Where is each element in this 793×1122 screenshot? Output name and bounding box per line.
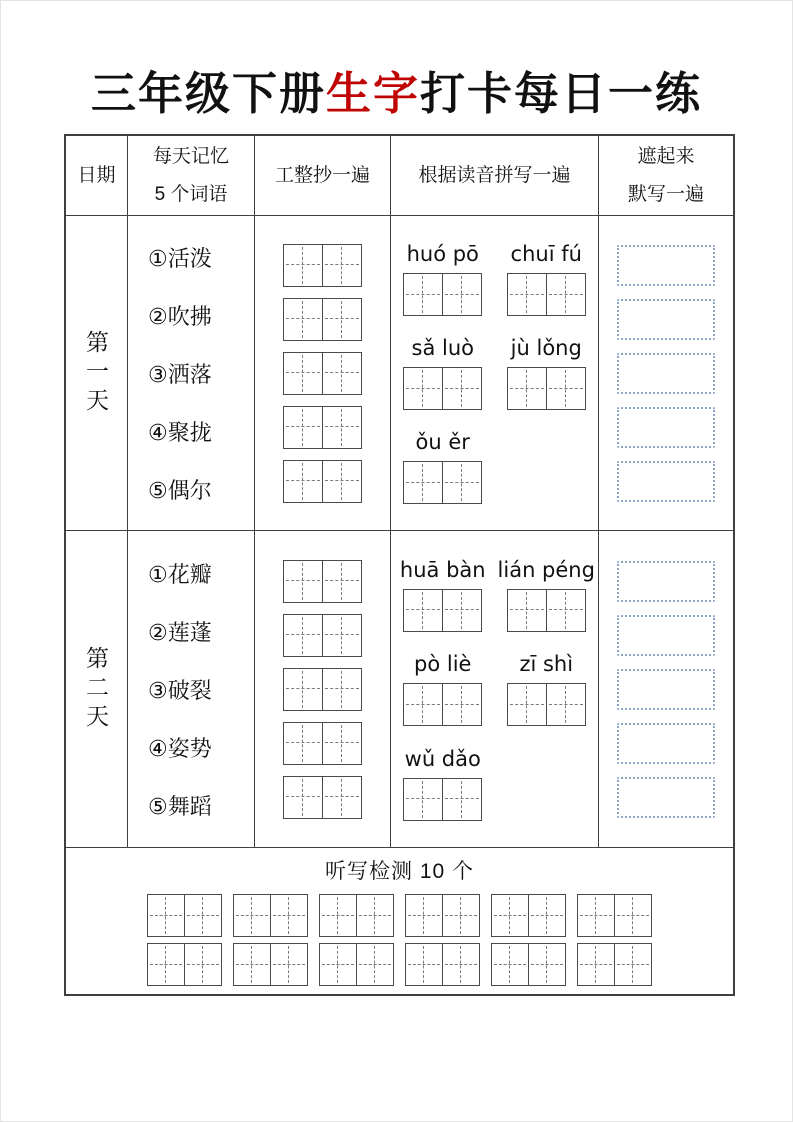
day1-pinyin-cell <box>391 216 599 531</box>
pinyin-block <box>391 747 598 821</box>
tianzige-grid <box>507 589 586 632</box>
recall-writing-box <box>617 723 715 764</box>
header-pinyin-label: 根据读音拼写一遍 <box>418 164 571 186</box>
word-item: ②吹拂 <box>148 303 212 329</box>
pinyin-label: ǒu ěr <box>415 430 470 454</box>
tianzige-grid <box>233 943 308 986</box>
word-item: ③破裂 <box>148 677 212 703</box>
dictation-grid-row <box>147 943 652 986</box>
word-item: ④姿势 <box>148 735 212 761</box>
header-memorize-line1: 每天记忆 <box>152 145 229 167</box>
tianzige-grid <box>507 273 586 316</box>
tianzige-grid <box>283 298 362 341</box>
tianzige-grid <box>283 244 362 287</box>
header-cell-recall <box>599 136 733 216</box>
day1-recall-boxes <box>599 216 733 531</box>
tianzige-grid <box>507 367 586 410</box>
dictation-grid-rows <box>66 894 733 986</box>
recall-writing-box <box>617 461 715 502</box>
recall-writing-box <box>617 777 715 818</box>
header-recall-line1: 遮起来 <box>637 145 695 167</box>
header-cell-date <box>66 136 128 216</box>
pinyin-label: huó pō <box>406 242 479 266</box>
pinyin-block <box>391 242 598 316</box>
word-item: ⑤舞蹈 <box>148 793 212 819</box>
tianzige-grid <box>283 614 362 657</box>
tianzige-grid <box>147 894 222 937</box>
tianzige-grid <box>283 722 362 765</box>
day2-label: 第二天 <box>83 645 109 733</box>
recall-writing-box <box>617 669 715 710</box>
recall-writing-box <box>617 299 715 340</box>
tianzige-grid <box>403 683 482 726</box>
day1-word-list <box>128 216 255 531</box>
day1-label-cell <box>66 216 128 531</box>
pinyin-label: chuī fú <box>510 242 582 266</box>
pinyin-label: lián péng <box>497 557 595 582</box>
word-item: ③洒落 <box>148 361 212 387</box>
recall-writing-box <box>617 615 715 656</box>
tianzige-grid <box>491 894 566 937</box>
day2-word-list <box>128 531 255 848</box>
day1-copy-grids <box>255 216 391 531</box>
tianzige-grid <box>403 589 482 632</box>
tianzige-grid <box>283 776 362 819</box>
tianzige-grid <box>319 943 394 986</box>
tianzige-grid <box>405 894 480 937</box>
tianzige-grid <box>147 943 222 986</box>
tianzige-grid <box>283 352 362 395</box>
title-prefix: 三年级下册 <box>90 68 326 119</box>
pinyin-label: jù lǒng <box>510 336 582 360</box>
header-cell-pinyin <box>391 136 599 216</box>
tianzige-grid <box>319 894 394 937</box>
recall-writing-box <box>617 407 715 448</box>
word-item: ①活泼 <box>148 245 212 271</box>
pinyin-label: huā bàn <box>399 557 486 582</box>
header-memorize-line2: 5 个词语 <box>154 183 228 205</box>
tianzige-grid <box>283 460 362 503</box>
pinyin-label: sǎ luò <box>411 336 474 360</box>
tianzige-grid <box>403 778 482 821</box>
word-item: ④聚拢 <box>148 419 212 445</box>
pinyin-block <box>391 558 598 632</box>
word-item: ⑤偶尔 <box>148 477 212 503</box>
pinyin-label: wǔ dǎo <box>404 746 481 771</box>
dictation-grid-row <box>147 894 652 937</box>
header-date-label: 日期 <box>77 164 116 186</box>
tianzige-grid <box>283 668 362 711</box>
recall-writing-box <box>617 353 715 394</box>
tianzige-grid <box>283 560 362 603</box>
tianzige-grid <box>403 367 482 410</box>
header-cell-copy <box>255 136 391 216</box>
tianzige-grid <box>403 461 482 504</box>
tianzige-grid <box>405 943 480 986</box>
word-item: ①花瓣 <box>148 561 212 587</box>
tianzige-grid <box>403 273 482 316</box>
title-suffix: 打卡每日一练 <box>420 68 703 119</box>
header-cell-memorize <box>128 136 255 216</box>
page-title <box>1 57 792 122</box>
tianzige-grid <box>577 894 652 937</box>
header-recall-line2: 默写一遍 <box>627 183 704 205</box>
tianzige-grid <box>577 943 652 986</box>
recall-writing-box <box>617 245 715 286</box>
day2-pinyin-cell <box>391 531 599 848</box>
header-copy-label: 工整抄一遍 <box>274 164 370 186</box>
recall-writing-box <box>617 561 715 602</box>
tianzige-grid <box>507 683 586 726</box>
dictation-title: 听写检测 10 个 <box>324 860 475 883</box>
day2-label-cell <box>66 531 128 848</box>
pinyin-label: zī shì <box>519 652 574 676</box>
day2-copy-grids <box>255 531 391 848</box>
worksheet-table <box>64 134 735 996</box>
day2-recall-boxes <box>599 531 733 848</box>
tianzige-grid <box>233 894 308 937</box>
word-item: ②莲蓬 <box>148 619 212 645</box>
pinyin-block <box>391 652 598 726</box>
tianzige-grid <box>283 406 362 449</box>
pinyin-label: pò liè <box>414 652 472 676</box>
pinyin-block <box>391 430 598 504</box>
dictation-section <box>66 848 733 994</box>
title-highlight: 生字 <box>325 68 420 119</box>
day1-label: 第一天 <box>83 329 109 417</box>
pinyin-block <box>391 336 598 410</box>
tianzige-grid <box>491 943 566 986</box>
